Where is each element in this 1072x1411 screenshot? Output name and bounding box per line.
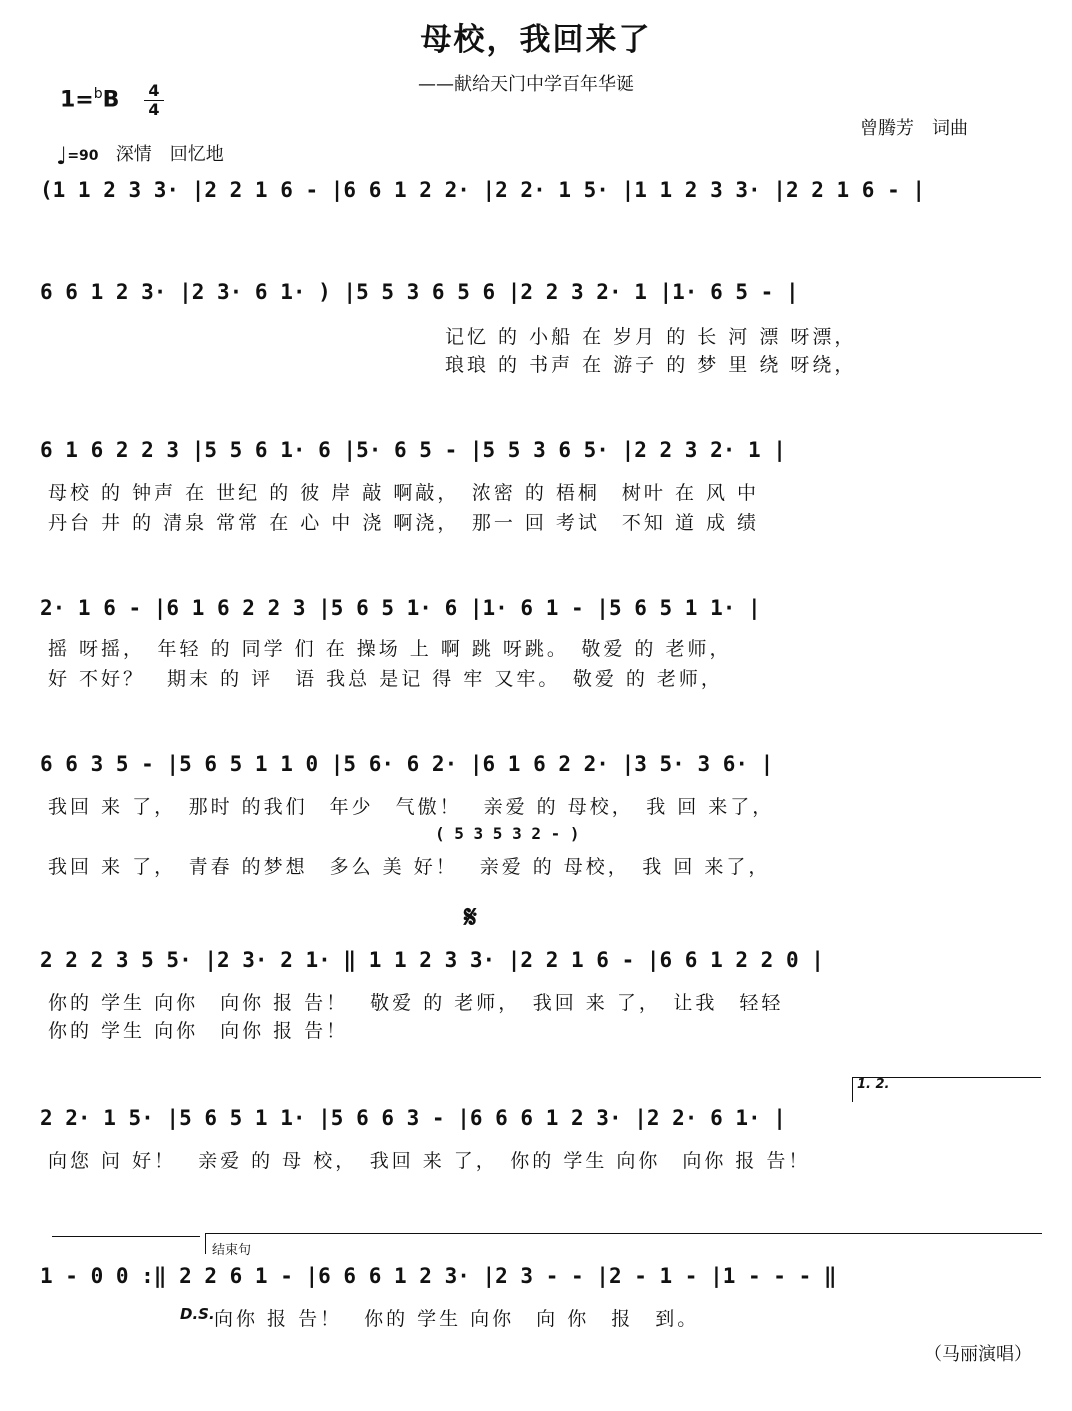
tempo-value: =90 (67, 148, 99, 164)
lyric-verse-1: 向您 问 好！ 亲爱 的 母 校， 我回 来 了， 你的 学生 向你 向你 报 告！ (48, 1150, 811, 1172)
flat-sign: b (93, 86, 103, 102)
notation-line: 6 1 6 2 2 3 |5 5 6 1· 6 |5· 6 5 - |5 5 3 6 5· |2 2 3 2· 1 | (40, 438, 786, 462)
performer-credit: （马丽演唱） (924, 1344, 1032, 1365)
lyric-verse-1: 我回 来 了， 那时 的我们 年少 气傲！ 亲爱 的 母校， 我 回 来了， (48, 796, 775, 818)
interlude-notation: ( 5 3 5 3 2 - ) (435, 824, 580, 843)
volta-continuation-line (52, 1236, 200, 1237)
lyric-verse-2: 你的 学生 向你 向你 报 告！ (48, 1020, 349, 1042)
time-bottom: 4 (144, 100, 164, 119)
dal-segno-mark: D.S. (180, 1305, 215, 1323)
notation-line: 2· 1 6 - |6 1 6 2 2 3 |5 6 5 1· 6 |1· 6 1 - |5 6 5 1 1· | (40, 596, 761, 620)
tempo-expression: 深情 回忆地 (115, 144, 224, 165)
time-top: 4 (148, 81, 160, 100)
song-subtitle: ——献给天门中学百年华诞 (418, 74, 634, 95)
notation-line: (1 1 2 3 3· |2 2 1 6 - |6 6 1 2 2· |2 2· 1 5· |1 1 2 3 3· |2 2 1 6 - | (40, 178, 926, 202)
volta-label: 1. 2. (857, 1077, 890, 1092)
lyric-verse-1: 向你 报 告！ 你的 学生 向你 向 你 报 到。 (214, 1308, 700, 1330)
lyric-verse-1: 你的 学生 向你 向你 报 告！ 敬爱 的 老师， 我回 来 了， 让我 轻轻 (48, 992, 784, 1014)
lyric-verse-2: 我回 来 了， 青春 的梦想 多么 美 好！ 亲爱 的 母校， 我 回 来了， (48, 856, 771, 878)
notation-line: 1 - 0 0 :‖ 2 2 6 1 - |6 6 6 1 2 3· |2 3 - - |2 - 1 - |1 - - - ‖ (40, 1264, 837, 1288)
author-credit: 曾腾芳 词曲 (860, 118, 968, 139)
key-prefix: 1= (60, 87, 94, 113)
notation-line: 6 6 1 2 3· |2 3· 6 1· ) |5 5 3 6 5 6 |2 2 3 2· 1 |1· 6 5 - | (40, 280, 799, 304)
notation-line: 6 6 3 5 - |5 6 5 1 1 0 |5 6· 6 2· |6 1 6 2 2· |3 5· 3 6· | (40, 752, 774, 776)
notation-line: 2 2 2 3 5 5· |2 3· 2 1· ‖ 1 1 2 3 3· |2 2 1 6 - |6 6 1 2 2 0 | (40, 948, 824, 972)
quarter-note-icon: ♩ (56, 142, 68, 170)
time-signature (144, 82, 164, 119)
lyric-verse-1: 记忆 的 小船 在 岁月 的 长 河 漂 呀漂， (445, 326, 857, 348)
lyric-verse-1: 摇 呀摇， 年轻 的 同学 们 在 操场 上 啊 跳 呀跳。 敬爱 的 老师， (48, 638, 732, 660)
song-title: 母校，我回来了 (420, 22, 652, 58)
segno-sign: 𝄋 (464, 900, 477, 935)
lyric-verse-1: 母校 的 钟声 在 世纪 的 彼 岸 敲 啊敲， 浓密 的 梧桐 树叶 在 风 中 (48, 482, 760, 504)
ending-label: 结束句 (212, 1243, 252, 1258)
key-note: B (102, 87, 120, 113)
key-signature (60, 86, 119, 112)
notation-line: 2 2· 1 5· |5 6 5 1 1· |5 6 6 3 - |6 6 6 1 2 3· |2 2· 6 1· | (40, 1106, 786, 1130)
lyric-verse-2: 丹台 井 的 清泉 常常 在 心 中 浇 啊浇， 那一 回 考试 不知 道 成 绩 (48, 512, 760, 534)
ending-bracket (205, 1233, 1042, 1254)
tempo-marking (56, 140, 224, 170)
lyric-verse-2: 琅琅 的 书声 在 游子 的 梦 里 绕 呀绕， (445, 354, 857, 376)
lyric-verse-2: 好 不好？ 期末 的 评 语 我总 是记 得 牢 又牢。 敬爱 的 老师， (48, 668, 723, 690)
